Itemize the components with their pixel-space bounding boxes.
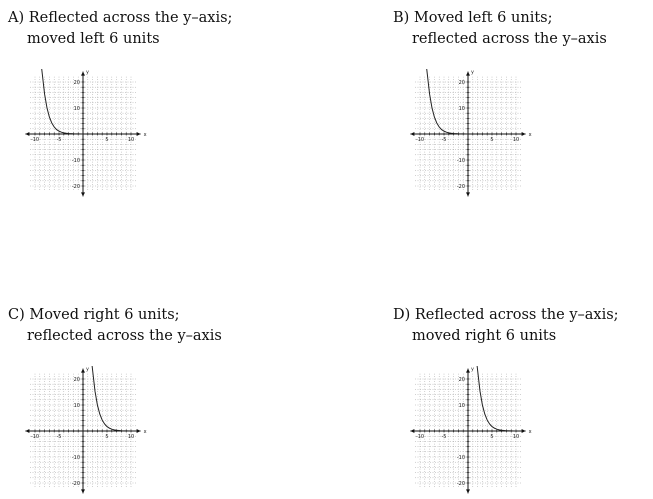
y-axis-arrow-up <box>466 369 470 373</box>
y-axis-arrow-down <box>466 192 470 196</box>
graph-d <box>407 366 532 499</box>
y-tick-label: -20 <box>71 480 80 487</box>
x-tick-label: -10 <box>415 434 425 440</box>
y-axis-arrow-down <box>81 192 85 196</box>
y-tick-label: -10 <box>456 454 465 461</box>
x-axis-arrow-left <box>410 429 414 433</box>
y-tick-label: 20 <box>73 79 80 86</box>
y-axis-arrow-down <box>466 489 470 493</box>
x-axis-label: x <box>143 428 147 435</box>
choice-d-line2: moved right 6 units <box>412 328 557 344</box>
y-tick-label: 10 <box>73 105 80 112</box>
y-axis-label: y <box>471 69 474 76</box>
x-tick-label: 5 <box>490 137 494 143</box>
y-axis-arrow-up <box>81 72 85 76</box>
choice-a-line1: A) Reflected across the y–axis; <box>8 10 233 26</box>
x-axis-label: x <box>143 131 147 138</box>
choice-a <box>8 8 233 190</box>
x-tick-label: -5 <box>56 434 62 440</box>
y-axis-arrow-down <box>81 489 85 493</box>
y-axis-label: y <box>471 366 474 373</box>
x-tick-label: 5 <box>105 434 109 440</box>
choice-b-line2: reflected across the y–axis <box>412 31 607 47</box>
choice-a-label <box>8 8 232 50</box>
x-tick-label: 10 <box>127 137 135 143</box>
choice-b-line1: B) Moved left 6 units; <box>393 10 553 26</box>
choice-c-line1: C) Moved right 6 units; <box>8 307 180 323</box>
x-tick-label: 5 <box>490 434 494 440</box>
y-axis-label: y <box>86 69 89 76</box>
y-tick-label: 10 <box>458 402 465 409</box>
y-tick-label: -10 <box>456 157 465 164</box>
x-tick-label: 10 <box>127 434 135 440</box>
x-tick-label: -10 <box>30 434 40 440</box>
y-axis-arrow-up <box>466 72 470 76</box>
y-tick-label: 10 <box>73 402 80 409</box>
graph-c <box>22 366 147 499</box>
x-tick-label: -5 <box>441 434 447 440</box>
y-tick-label: -20 <box>456 183 465 190</box>
choice-c <box>8 305 222 487</box>
x-tick-label: -5 <box>441 137 447 143</box>
y-tick-label: -10 <box>71 157 80 164</box>
choice-b-label <box>393 8 607 50</box>
x-tick-label: 10 <box>512 137 520 143</box>
x-tick-label: -10 <box>415 137 425 143</box>
choice-a-line2: moved left 6 units <box>27 31 160 47</box>
choice-c-line2: reflected across the y–axis <box>27 328 222 344</box>
choice-c-label <box>8 305 222 347</box>
function-curve <box>42 69 83 134</box>
x-axis-label: x <box>528 428 532 435</box>
x-tick-label: -10 <box>30 137 40 143</box>
y-axis-arrow-up <box>81 369 85 373</box>
y-axis-label: y <box>86 366 89 373</box>
x-tick-label: 10 <box>512 434 520 440</box>
x-tick-label: 5 <box>105 137 109 143</box>
function-curve <box>427 69 468 134</box>
y-tick-label: -20 <box>71 183 80 190</box>
y-tick-label: -20 <box>456 480 465 487</box>
y-tick-label: 20 <box>73 376 80 383</box>
y-tick-label: -10 <box>71 454 80 461</box>
choice-d-label <box>393 305 619 347</box>
graph-a <box>22 69 147 202</box>
function-curve <box>477 366 516 431</box>
x-axis-label: x <box>528 131 532 138</box>
choice-b <box>393 8 607 190</box>
function-curve <box>92 366 131 431</box>
x-axis-arrow-right <box>522 429 526 433</box>
x-axis-arrow-right <box>522 132 526 136</box>
x-axis-arrow-right <box>137 132 141 136</box>
choice-d-line1: D) Reflected across the y–axis; <box>393 307 619 323</box>
y-tick-label: 10 <box>458 105 465 112</box>
x-axis-arrow-left <box>25 429 29 433</box>
x-axis-arrow-left <box>410 132 414 136</box>
y-tick-label: 20 <box>458 79 465 86</box>
graph-b <box>407 69 532 202</box>
choice-d <box>393 305 619 487</box>
x-axis-arrow-left <box>25 132 29 136</box>
x-axis-arrow-right <box>137 429 141 433</box>
x-tick-label: -5 <box>56 137 62 143</box>
y-tick-label: 20 <box>458 376 465 383</box>
